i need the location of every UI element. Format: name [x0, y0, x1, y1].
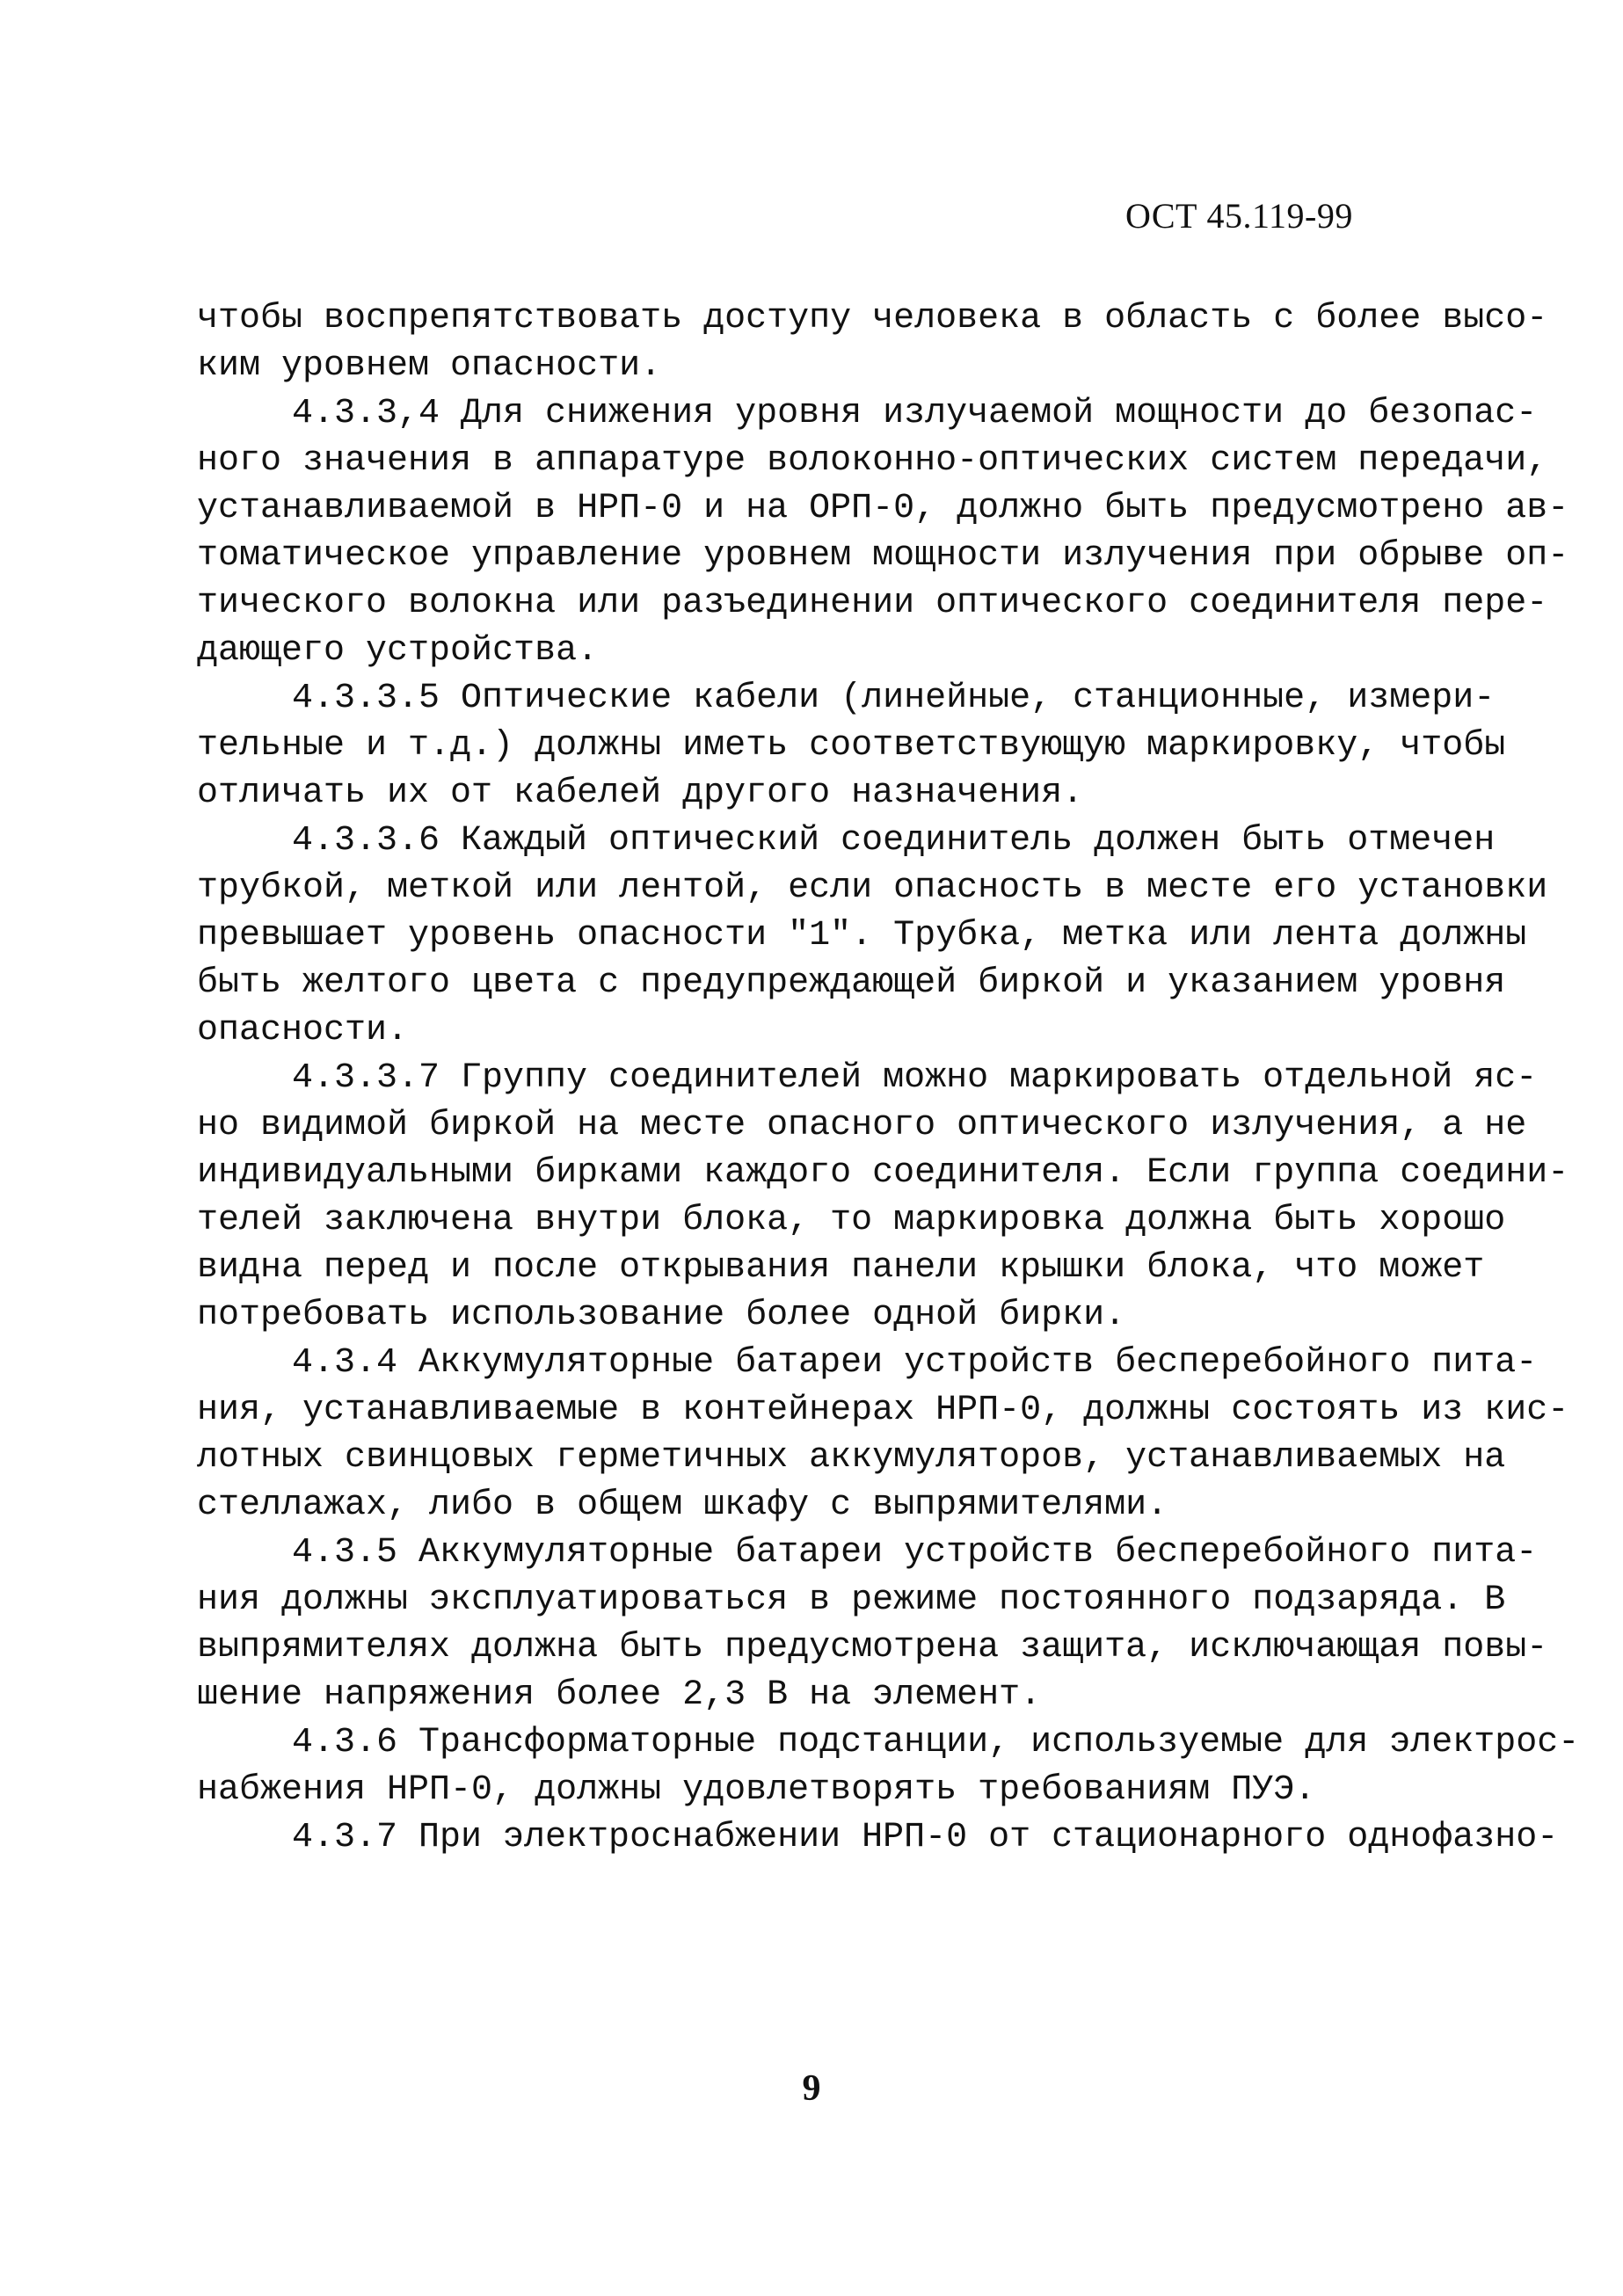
- text-line: превышает уровень опасности "1". Трубка, метка или лента должны: [197, 916, 1527, 955]
- text-line: стеллажах, либо в общем шкафу с выпрямителями.: [197, 1486, 1168, 1525]
- text-line: тельные и т.д.) должны иметь соответствующую маркировку, чтобы: [197, 726, 1506, 766]
- document-code: ОСТ 45.119-99: [1125, 196, 1353, 236]
- paragraph-first-line: 4.3.5 Аккумуляторные батареи устройств бесперебойного пита-: [292, 1533, 1538, 1573]
- text-line: потребовать использование более одной бирки.: [197, 1296, 1126, 1335]
- text-line: индивидуальными бирками каждого соединителя. Если группа соедини-: [197, 1153, 1569, 1193]
- paragraph-first-line: 4.3.3,4 Для снижения уровня излучаемой мощности до безопас-: [292, 394, 1538, 433]
- text-line: но видимой биркой на месте опасного оптического излучения, а не: [197, 1106, 1527, 1145]
- text-line: ного значения в аппаратуре волоконно-оптических систем передачи,: [197, 441, 1548, 481]
- paragraph-first-line: 4.3.3.7 Группу соединителей можно маркировать отдельной яс-: [292, 1058, 1538, 1098]
- paragraph-first-line: 4.3.3.6 Каждый оптический соединитель должен быть отмечен: [292, 821, 1496, 861]
- text-line: видна перед и после открывания панели крышки блока, что может: [197, 1248, 1485, 1288]
- text-line: шение напряжения более 2,3 В на элемент.: [197, 1675, 1042, 1715]
- text-line: трубкой, меткой или лентой, если опасность в месте его установки: [197, 868, 1548, 908]
- text-line: ким уровнем опасности.: [197, 346, 662, 386]
- text-line: отличать их от кабелей другого назначения.: [197, 774, 1084, 813]
- text-line: выпрямителях должна быть предусмотрена защита, исключающая повы-: [197, 1628, 1548, 1668]
- text-line: ния, устанавливаемые в контейнерах НРП-0, должны состоять из кис-: [197, 1391, 1569, 1430]
- text-line: томатическое управление уровнем мощности излучения при обрыве оп-: [197, 536, 1569, 576]
- text-line: опасности.: [197, 1011, 409, 1050]
- paragraph-first-line: 4.3.6 Трансформаторные подстанции, используемые для электрос-: [292, 1723, 1580, 1762]
- text-line: дающего устройства.: [197, 631, 599, 671]
- text-line: устанавливаемой в НРП-0 и на ОРП-0, должно быть предусмотрено ав-: [197, 489, 1569, 528]
- text-line: набжения НРП-0, должны удовлетворять требованиям ПУЭ.: [197, 1770, 1316, 1810]
- text-line: тического волокна или разъединении оптического соединителя пере-: [197, 584, 1548, 623]
- document-body: [197, 295, 1580, 1862]
- paragraph-first-line: 4.3.7 При электроснабжении НРП-0 от стационарного однофазно-: [292, 1818, 1559, 1857]
- text-line: чтобы воспрепятствовать доступу человека в область с более высо-: [197, 299, 1548, 338]
- paragraph-first-line: 4.3.4 Аккумуляторные батареи устройств бесперебойного пита-: [292, 1343, 1538, 1383]
- text-line: лотных свинцовых герметичных аккумуляторов, устанавливаемых на: [197, 1438, 1506, 1478]
- page-number: 9: [802, 2068, 821, 2109]
- text-line: ния должны эксплуатироваться в режиме постоянного подзаряда. В: [197, 1580, 1506, 1620]
- text-line: телей заключена внутри блока, то маркировка должна быть хорошо: [197, 1201, 1506, 1240]
- paragraph-first-line: 4.3.3.5 Оптические кабели (линейные, станционные, измери-: [292, 679, 1496, 718]
- text-line: быть желтого цвета с предупреждающей биркой и указанием уровня: [197, 963, 1506, 1003]
